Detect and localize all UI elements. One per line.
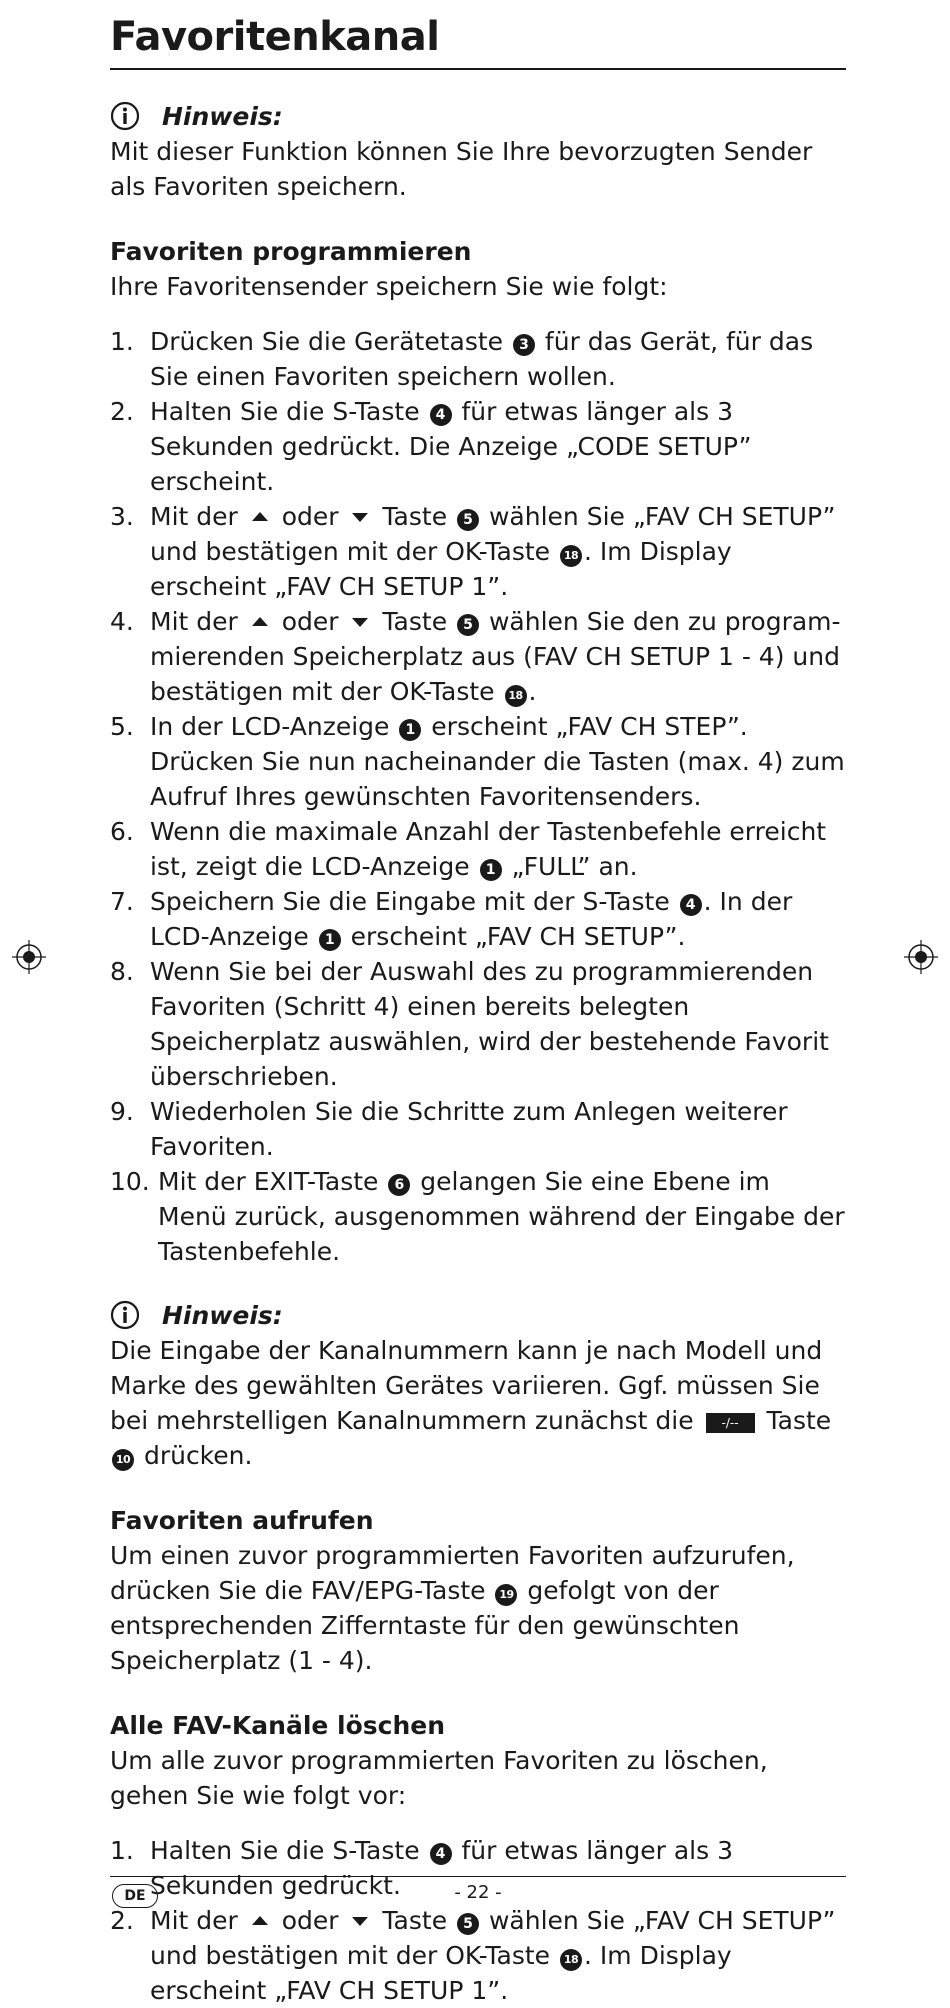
language-badge: DE: [112, 1884, 158, 1908]
key-number-badge: 3: [513, 334, 535, 356]
note-text: Mit dieser Funktion können Sie Ihre bevorzugten Sender als Favoriten speichern.: [110, 137, 813, 201]
key-number-badge: 6: [388, 1174, 410, 1196]
key-number-badge: 5: [457, 614, 479, 636]
key-number-badge: 1: [399, 719, 421, 741]
page-footer: [110, 1876, 846, 1904]
info-icon: [110, 101, 140, 131]
list-item: 2. Halten Sie die S-Taste 4 für etwas länger als 3 Sekunden gedrückt. Die Anzeige „CODE SETUP” erscheint.: [110, 397, 752, 496]
note-header: [110, 98, 846, 134]
arrow-down-icon: [352, 618, 368, 627]
list-item: 4. Mit der oder Taste 5 wählen Sie den zu programmierenden Speicherplatz aus (FAV CH SETUP 1 - 4) und bestätigen mit der OK-Taste 18 .: [110, 607, 841, 706]
dash-key-icon: -/--: [706, 1413, 755, 1433]
key-number-badge: 4: [430, 404, 452, 426]
page-title: Favoritenkanal: [110, 14, 440, 60]
arrow-up-icon: [252, 1916, 268, 1925]
list-item: 7. Speichern Sie die Eingabe mit der S-Taste 4 . In der LCD-Anzeige 1 erscheint „FAV CH SETUP”.: [110, 887, 793, 951]
section-intro: Ihre Favoritensender speichern Sie wie folgt:: [110, 272, 668, 301]
section-heading-recall: Favoriten aufrufen: [110, 1506, 374, 1535]
section-intro: Um alle zuvor programmierten Favoriten zu löschen, gehen Sie wie folgt vor:: [110, 1746, 768, 1810]
section-heading-program: Favoriten programmieren: [110, 237, 472, 266]
program-steps: [110, 324, 846, 1269]
key-number-badge: 19: [495, 1584, 517, 1606]
page-number: - 22 -: [454, 1882, 502, 1903]
key-number-badge: 18: [560, 1949, 582, 1971]
list-item: 8. Wenn Sie bei der Auswahl des zu programmierenden Favoriten (Schritt 4) einen bereits belegten Speicherplatz auswählen, wird der bestehende Favorit überschrieben.: [110, 957, 829, 1091]
list-item: 5. In der LCD-Anzeige 1 erscheint „FAV CH STEP”. Drücken Sie nun nacheinander die Tasten (max. 4) zum Aufruf Ihres gewünschten Favoritensenders.: [110, 712, 845, 811]
list-item: 6. Wenn die maximale Anzahl der Tastenbefehle erreicht ist, zeigt die LCD-Anzeige 1 „FULL” an.: [110, 817, 827, 881]
list-item: 3. Mit der oder Taste 5 wählen Sie „FAV CH SETUP” und bestätigen mit der OK-Taste 18 . Im Display erscheint „FAV CH SETUP 1”.: [110, 502, 836, 601]
key-number-badge: 18: [505, 685, 527, 707]
arrow-up-icon: [252, 512, 268, 521]
footer-rule: [110, 1876, 846, 1877]
section-heading-delete: Alle FAV-Kanäle löschen: [110, 1711, 446, 1740]
list-item: 2. Mit der oder Taste 5 wählen Sie „FAV CH SETUP” und bestätigen mit der OK-Taste 18 . Im Display erscheint „FAV CH SETUP 1”.: [110, 1906, 836, 2005]
arrow-down-icon: [352, 1917, 368, 1926]
title-rule: [110, 68, 846, 70]
key-number-badge: 4: [430, 1843, 452, 1865]
list-item: 1. Halten Sie die S-Taste 4 für etwas länger als 3 Sekunden gedrückt.: [110, 1836, 733, 1900]
key-number-badge: 1: [319, 929, 341, 951]
key-number-badge: 1: [480, 859, 502, 881]
key-number-badge: 10: [112, 1449, 134, 1471]
info-icon: [110, 1300, 140, 1330]
registration-mark-icon: [12, 940, 46, 974]
manual-page: [110, 0, 846, 2008]
delete-steps: [110, 1833, 846, 2008]
note-header: [110, 1297, 846, 1333]
section-text: Um einen zuvor programmierten Favoriten aufzurufen, drücken Sie die FAV/EPG-Taste 19 gefolgt von der entsprechenden Zifferntaste für den gewünschten Speicherplatz (1 - 4).: [110, 1541, 795, 1675]
key-number-badge: 18: [560, 545, 582, 567]
note-text: Die Eingabe der Kanalnummern kann je nach Modell und Marke des gewählten Gerätes variieren. Ggf. müssen Sie bei mehrstelligen Kanalnummern zunächst die -/-- Taste 10 drücken.: [110, 1336, 832, 1470]
registration-mark-icon: [904, 940, 938, 974]
note-label: Hinweis:: [162, 1300, 283, 1330]
arrow-down-icon: [352, 513, 368, 522]
list-item: 1. Drücken Sie die Gerätetaste 3 für das Gerät, für das Sie einen Favoriten speichern wollen.: [110, 327, 814, 391]
list-item: 10. Mit der EXIT-Taste 6 gelangen Sie eine Ebene im Menü zurück, ausgenommen während der Eingabe der Tastenbefehle.: [110, 1167, 845, 1266]
key-number-badge: 5: [457, 1913, 479, 1935]
arrow-up-icon: [252, 617, 268, 626]
list-item: 9. Wiederholen Sie die Schritte zum Anlegen weiterer Favoriten.: [110, 1097, 788, 1161]
key-number-badge: 5: [457, 509, 479, 531]
note-label: Hinweis:: [162, 101, 283, 131]
key-number-badge: 4: [680, 894, 702, 916]
